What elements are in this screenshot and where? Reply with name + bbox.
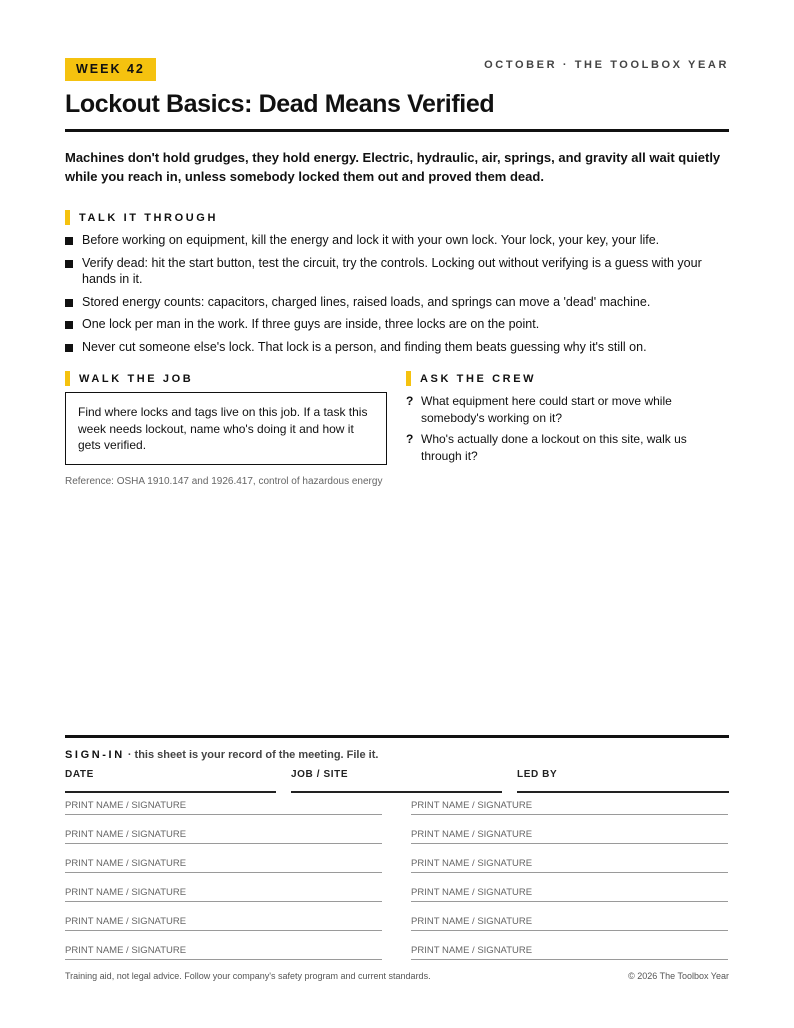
list-item-text: One lock per man in the work. If three guys are inside, three locks are on the point. (82, 317, 540, 331)
signin-divider (65, 735, 729, 738)
list-item (65, 255, 729, 288)
footer-copyright: © 2026 The Toolbox Year (628, 971, 729, 981)
walk-section-label: WALK THE JOB (65, 372, 193, 386)
signature-line[interactable]: PRINT NAME / SIGNATURE (411, 945, 728, 960)
square-bullet-icon (65, 344, 73, 352)
list-item-text: Never cut someone else's lock. That lock is a person, and finding them beats guessing why it's still on. (82, 339, 647, 354)
signature-line[interactable]: PRINT NAME / SIGNATURE (65, 858, 382, 873)
signin-header (65, 748, 378, 762)
list-item (65, 339, 729, 356)
job-site-field[interactable] (291, 791, 502, 793)
signature-line[interactable]: PRINT NAME / SIGNATURE (411, 829, 728, 844)
list-item (65, 316, 729, 333)
question-mark-icon: ? (406, 394, 414, 408)
list-item-text: Stored energy counts: capacitors, charged lines, raised loads, and springs can move a 'dead' machine. (82, 294, 651, 309)
list-item (65, 294, 729, 311)
signin-label: SIGN-IN (65, 749, 125, 761)
led-by-field[interactable] (517, 791, 729, 793)
page-title: Lockout Basics: Dead Means Verified (65, 90, 495, 118)
square-bullet-icon (65, 299, 73, 307)
list-item-text: What equipment here could start or move while somebody's working on it? (421, 394, 672, 425)
job-site-field-label: JOB / SITE (291, 769, 349, 780)
title-divider (65, 129, 729, 132)
signin-subtitle: · this sheet is your record of the meeting. File it. (127, 749, 379, 761)
header-meta: OCTOBER · THE TOOLBOX YEAR (484, 59, 729, 71)
signature-line[interactable]: PRINT NAME / SIGNATURE (411, 800, 728, 815)
talk-list (65, 232, 729, 361)
intro-paragraph: Machines don't hold grudges, they hold energy. Electric, hydraulic, air, springs, and gravity all wait quietly while you reach in, unless somebody locked them out and proved them dead. (65, 150, 721, 184)
date-field-label: DATE (65, 769, 94, 780)
signature-line[interactable]: PRINT NAME / SIGNATURE (65, 829, 382, 844)
list-item-text: Who's actually done a lockout on this site, walk us through it? (421, 432, 687, 463)
square-bullet-icon (65, 237, 73, 245)
signature-line[interactable]: PRINT NAME / SIGNATURE (65, 916, 382, 931)
signature-line[interactable]: PRINT NAME / SIGNATURE (65, 945, 382, 960)
list-item (406, 431, 729, 464)
question-mark-icon: ? (406, 432, 414, 446)
date-field[interactable] (65, 791, 276, 793)
square-bullet-icon (65, 321, 73, 329)
ask-list (406, 393, 729, 469)
signature-line[interactable]: PRINT NAME / SIGNATURE (411, 916, 728, 931)
list-item-text: Verify dead: hit the start button, test the circuit, try the controls. Locking out without verifying is a guess with your hands in it. (82, 255, 702, 286)
safety-sheet (65, 0, 729, 1028)
signature-line[interactable]: PRINT NAME / SIGNATURE (65, 800, 382, 815)
talk-section-label: TALK IT THROUGH (65, 211, 218, 225)
reference-note: Reference: OSHA 1910.147 and 1926.417, control of hazardous energy (65, 476, 383, 487)
list-item-text: Before working on equipment, kill the energy and lock it with your own lock. Your lock, your key, your life. (82, 233, 660, 247)
walk-the-job-box: Find where locks and tags live on this job. If a task this week needs lockout, name who's doing it and how it gets verified. (65, 392, 387, 465)
signature-line[interactable]: PRINT NAME / SIGNATURE (411, 887, 728, 902)
footer-disclaimer: Training aid, not legal advice. Follow your company's safety program and current standards. (65, 971, 431, 981)
list-item (65, 232, 729, 249)
signature-line[interactable]: PRINT NAME / SIGNATURE (65, 887, 382, 902)
ask-section-label: ASK THE CREW (406, 372, 536, 386)
led-by-field-label: LED BY (517, 769, 558, 780)
week-badge: WEEK 42 (65, 58, 156, 81)
square-bullet-icon (65, 260, 73, 268)
list-item (406, 393, 729, 426)
signature-line[interactable]: PRINT NAME / SIGNATURE (411, 858, 728, 873)
